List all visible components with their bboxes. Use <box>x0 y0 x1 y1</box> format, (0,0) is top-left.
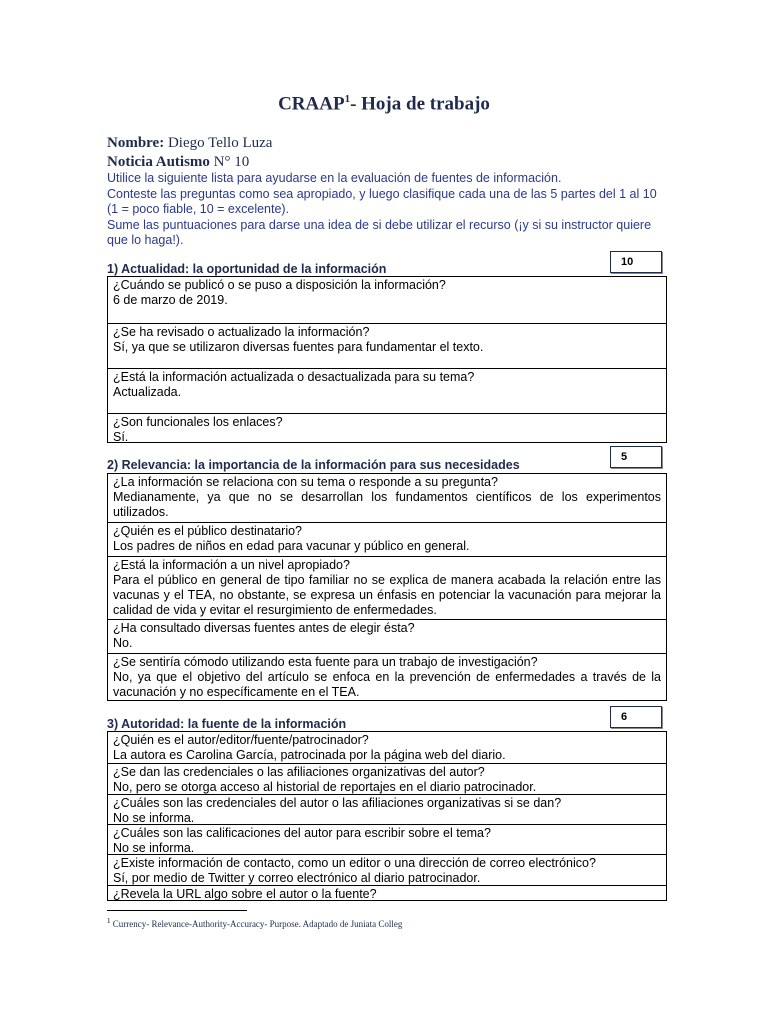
section-heading-currency: 1) Actualidad: la oportunidad de la información <box>107 262 387 276</box>
name-line <box>107 135 272 152</box>
news-label: Noticia Autismo <box>107 154 210 170</box>
answer[interactable]: No se informa. <box>113 811 195 825</box>
answer[interactable]: Sí. <box>113 430 129 444</box>
answer[interactable]: Sí, ya que se utilizaron diversas fuentes para fundamentar el texto. <box>113 340 484 354</box>
table-row <box>108 474 666 522</box>
question: ¿Se ha revisado o actualizado la información? <box>113 325 370 339</box>
answer[interactable]: Los padres de niños en edad para vacunar y público en general. <box>113 539 470 553</box>
answer[interactable]: Sí, por medio de Twitter y correo electrónico al diario patrocinador. <box>113 871 481 885</box>
table-row <box>108 794 666 824</box>
table-authority <box>107 731 667 901</box>
score-box-authority[interactable]: 6 <box>610 706 662 728</box>
name-label: Nombre: <box>107 135 165 151</box>
question: ¿Se dan las credenciales o las afiliaciones organizativas del autor? <box>113 765 485 779</box>
answer[interactable]: No, ya que el objetivo del artículo se enfoca en la prevención de enfermedades a través de la vacunación y no específicamente en el TEA. <box>113 670 661 699</box>
table-row <box>108 556 666 619</box>
question: ¿Existe información de contacto, como un editor o una dirección de correo electrónico? <box>113 856 596 870</box>
answer[interactable]: La autora es Carolina García, patrocinada por la página web del diario. <box>113 748 506 762</box>
name-value: Diego Tello Luza <box>164 135 273 151</box>
news-line <box>107 154 249 171</box>
section-heading-authority: 3) Autoridad: la fuente de la información <box>107 717 347 731</box>
table-row <box>108 885 666 902</box>
answer[interactable]: 6 de marzo de 2019. <box>113 293 228 307</box>
answer[interactable]: Actualizada. <box>113 385 182 399</box>
table-row <box>108 522 666 556</box>
table-row <box>108 653 666 699</box>
question: ¿Se sentiría cómodo utilizando esta fuente para un trabajo de investigación? <box>113 655 538 669</box>
table-row <box>108 732 666 763</box>
answer[interactable]: No se informa. <box>113 841 195 855</box>
question: ¿Revela la URL algo sobre el autor o la fuente? <box>113 887 377 901</box>
instruction-line: Utilice la siguiente lista para ayudarse en la evaluación de fuentes de información. <box>107 171 562 185</box>
instruction-line: Sume las puntuaciones para darse una idea de si debe utilizar el recurso (¡y si su instructor quiere que lo haga!). <box>107 217 652 247</box>
question: ¿Ha consultado diversas fuentes antes de elegir ésta? <box>113 621 415 635</box>
table-row <box>108 854 666 885</box>
instructions <box>107 171 667 249</box>
table-row <box>108 323 666 368</box>
score-box-relevance[interactable]: 5 <box>610 446 662 468</box>
question: ¿Cuáles son las calificaciones del autor para escribir sobre el tema? <box>113 826 491 840</box>
footnote-divider <box>107 910 247 911</box>
question: ¿La información se relaciona con su tema o responde a su pregunta? <box>113 475 498 489</box>
table-row <box>108 763 666 794</box>
question: ¿Cuáles son las credenciales del autor o las afiliaciones organizativas si se dan? <box>113 796 562 810</box>
score-box-currency[interactable]: 10 <box>610 251 662 273</box>
question: ¿Está la información actualizada o desactualizada para su tema? <box>113 370 475 384</box>
table-row <box>108 413 666 442</box>
page-title: CRAAP$^1$- Hoja de trabajo <box>278 93 490 115</box>
answer[interactable]: No. <box>113 636 133 650</box>
table-row <box>108 824 666 854</box>
question: ¿Está la información a un nivel apropiado? <box>113 558 350 572</box>
question: ¿Cuándo se publicó o se puso a disposición la información? <box>113 278 446 292</box>
section-heading-relevance: 2) Relevancia: la importancia de la información para sus necesidades <box>107 458 520 472</box>
table-row <box>108 277 666 323</box>
table-row <box>108 368 666 413</box>
table-relevance <box>107 473 667 701</box>
answer[interactable]: Medianamente, ya que no se desarrollan los fundamentos científicos de los experimentos utilizados. <box>113 490 661 519</box>
answer[interactable]: Para el público en general de tipo familiar no se explica de manera acabada la relación entre las vacunas y el TEA, no obstante, se expresa un énfasis en potenciar la vacunación para mejorar la calidad de vida y evitar el resurgimiento de enfermedades. <box>113 573 661 617</box>
question: ¿Quién es el público destinatario? <box>113 524 303 538</box>
question: ¿Quién es el autor/editor/fuente/patrocinador? <box>113 733 369 747</box>
question: ¿Son funcionales los enlaces? <box>113 415 283 429</box>
news-value: N° 10 <box>209 154 250 170</box>
table-row <box>108 619 666 653</box>
answer[interactable]: No, pero se otorga acceso al historial de reportajes en el diario patrocinador. <box>113 780 537 794</box>
footnote: $^1$ Currency- Relevance-Authority-Accuracy- Purpose. Adaptado de Juniata Colleg <box>107 917 403 929</box>
instruction-line: Conteste las preguntas como sea apropiado, y luego clasifique cada una de las 5 partes del 1 al 10 (1 = poco fiable, 10 = excelente). <box>107 186 657 216</box>
table-currency <box>107 276 667 443</box>
